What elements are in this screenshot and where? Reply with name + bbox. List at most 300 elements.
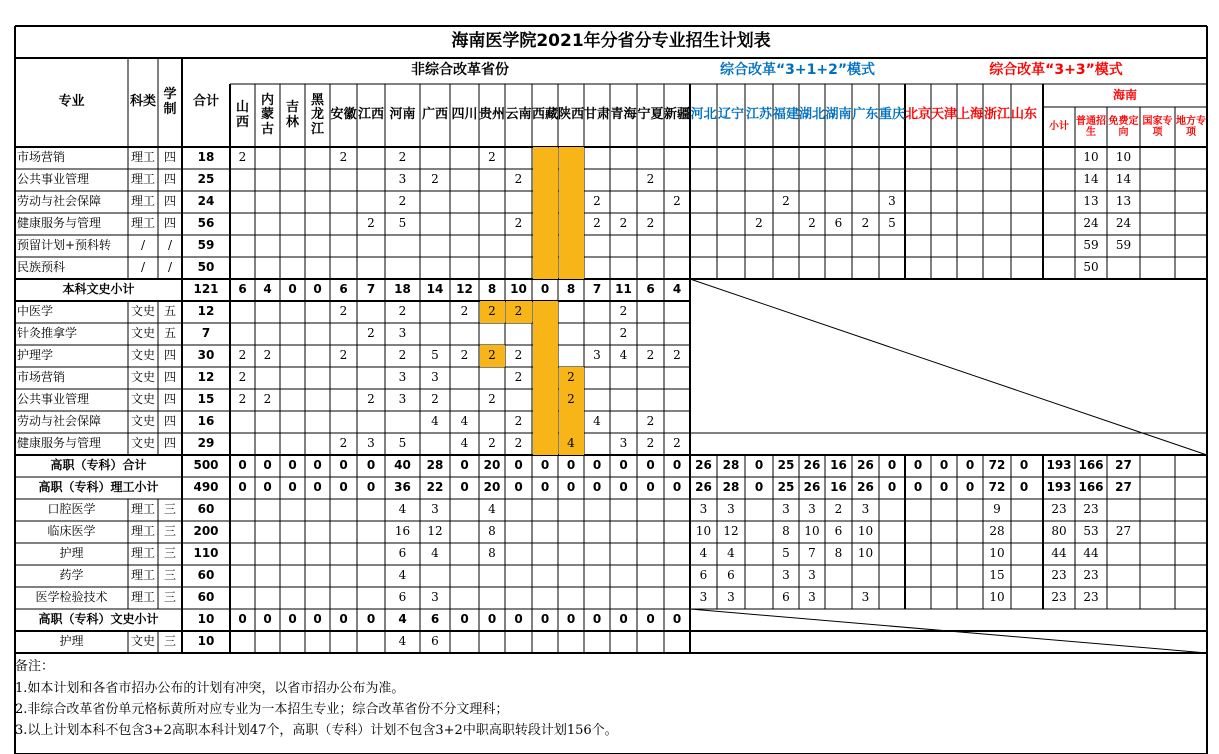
plan-count <box>825 565 852 587</box>
plan-count <box>637 235 664 257</box>
plan-count: 10 <box>1115 150 1132 165</box>
plan-count: 0 <box>672 458 682 473</box>
plan-count <box>610 565 637 587</box>
plan-count <box>420 257 450 279</box>
plan-count <box>983 169 1011 191</box>
plan-count: 3 <box>398 172 407 187</box>
plan-count: 20 <box>483 458 501 473</box>
plan-count: 3 <box>861 590 870 605</box>
duration-years: 五 <box>163 304 176 319</box>
plan-count <box>745 257 773 279</box>
plan-count <box>1175 191 1207 213</box>
plan-count: 4 <box>398 568 407 583</box>
plan-count <box>690 191 717 213</box>
plan-count <box>1107 543 1140 565</box>
plan-count: 0 <box>939 480 949 495</box>
plan-count <box>1011 147 1037 169</box>
plan-count <box>931 257 957 279</box>
plan-count <box>532 521 558 543</box>
plan-count: 2 <box>398 194 407 209</box>
plan-count <box>255 433 280 455</box>
plan-count <box>1175 543 1207 565</box>
plan-count: 2 <box>488 150 496 165</box>
plan-count <box>230 213 255 235</box>
plan-count: 26 <box>857 480 874 495</box>
plan-count <box>664 631 690 653</box>
plan-count <box>385 257 420 279</box>
plan-count <box>664 389 690 411</box>
plan-count <box>1011 169 1037 191</box>
header-province: 江苏 <box>745 107 772 123</box>
plan-count: 28 <box>426 458 444 473</box>
plan-count <box>1140 235 1175 257</box>
plan-count: 2 <box>431 172 439 187</box>
duration-years: 四 <box>163 172 176 187</box>
plan-count: 0 <box>754 480 764 495</box>
plan-count <box>957 235 983 257</box>
plan-count: 30 <box>197 348 215 363</box>
plan-count: 0 <box>288 458 297 473</box>
plan-count: 0 <box>313 480 322 495</box>
plan-count <box>610 411 637 433</box>
plan-count <box>230 323 255 345</box>
duration-years: 三 <box>163 590 176 605</box>
plan-count <box>1107 499 1140 521</box>
major-name: 公共事业管理 <box>17 172 90 187</box>
major-name: 口腔医学 <box>47 502 96 517</box>
plan-count <box>637 257 664 279</box>
plan-count: 0 <box>913 458 923 473</box>
plan-count <box>255 411 280 433</box>
plan-count <box>610 543 637 565</box>
plan-count <box>385 411 420 433</box>
plan-count: 2 <box>646 348 655 363</box>
plan-count: 25 <box>777 480 795 495</box>
plan-count <box>745 499 773 521</box>
plan-count: 0 <box>366 612 376 627</box>
plan-count: 26 <box>857 458 874 473</box>
plan-count: 22 <box>426 480 444 495</box>
plan-count <box>479 323 505 345</box>
plan-count: 2 <box>460 348 469 363</box>
plan-count <box>505 257 532 279</box>
plan-count: 15 <box>197 392 215 407</box>
plan-count: 3 <box>619 436 628 451</box>
plan-count: 24 <box>197 194 215 209</box>
plan-count <box>330 543 357 565</box>
header-total: 合计 <box>192 94 219 110</box>
plan-count <box>957 499 983 521</box>
plan-count: 3 <box>699 502 708 517</box>
plan-count: 2 <box>460 304 469 319</box>
duration-years: 三 <box>163 546 176 561</box>
plan-count: 2 <box>488 436 496 451</box>
plan-count <box>957 543 983 565</box>
plan-count <box>280 323 305 345</box>
plan-count: 0 <box>339 612 348 627</box>
plan-count: 3 <box>398 370 407 385</box>
plan-count: 13 <box>1115 194 1132 209</box>
plan-count: 4 <box>431 546 439 561</box>
plan-count: 10 <box>989 590 1005 605</box>
duration-years: 三 <box>163 568 176 583</box>
plan-count: 12 <box>197 370 215 385</box>
plan-count: 0 <box>313 282 322 297</box>
plan-count <box>931 587 957 609</box>
plan-count <box>637 147 664 169</box>
plan-count: 193 <box>1046 480 1072 495</box>
plan-count <box>664 367 690 389</box>
plan-count <box>505 147 532 169</box>
plan-count <box>931 169 957 191</box>
plan-count <box>799 235 825 257</box>
plan-count: 23 <box>1051 590 1067 605</box>
plan-count <box>305 213 330 235</box>
plan-count <box>1011 191 1037 213</box>
plan-count <box>773 213 799 235</box>
plan-count: 121 <box>193 282 219 297</box>
plan-count: 28 <box>722 480 740 495</box>
plan-count: 2 <box>263 392 272 407</box>
plan-count: 4 <box>460 414 469 429</box>
plan-count <box>879 235 905 257</box>
plan-count <box>558 323 584 345</box>
plan-count: 5 <box>782 546 790 561</box>
plan-count <box>479 565 505 587</box>
plan-count <box>280 587 305 609</box>
plan-count <box>584 521 610 543</box>
plan-count <box>255 631 280 653</box>
header-province: 云南 <box>505 107 532 123</box>
plan-count <box>450 213 479 235</box>
plan-count: 8 <box>488 546 496 561</box>
header-province: 贵州 <box>479 107 505 123</box>
plan-count: 10 <box>1083 150 1099 165</box>
plan-count <box>532 631 558 653</box>
plan-count: 0 <box>592 458 602 473</box>
header-province: 广东 <box>852 107 879 123</box>
plan-count <box>330 411 357 433</box>
plan-count: 10 <box>695 524 712 539</box>
note-1: 1.如本计划和各省市招办公布的计划有冲突，以省市招办公布为准。 <box>15 681 405 696</box>
plan-count: 10 <box>510 282 527 297</box>
plan-count <box>357 543 385 565</box>
plan-count: 7 <box>808 546 816 561</box>
header-province: 湖北 <box>799 107 825 123</box>
plan-count <box>255 543 280 565</box>
plan-count <box>637 565 664 587</box>
plan-count: 2 <box>646 216 655 231</box>
plan-count <box>637 543 664 565</box>
plan-count <box>610 235 637 257</box>
major-name: 市场营销 <box>17 370 66 385</box>
plan-count: 0 <box>646 612 655 627</box>
plan-count: 0 <box>288 282 297 297</box>
plan-count <box>532 191 558 213</box>
major-name: 健康服务与管理 <box>17 216 102 231</box>
plan-count: 2 <box>673 348 681 363</box>
plan-count <box>450 257 479 279</box>
plan-count: 20 <box>483 480 501 495</box>
plan-count: 53 <box>1083 524 1099 539</box>
plan-count <box>957 521 983 543</box>
plan-count <box>664 257 690 279</box>
plan-count <box>357 169 385 191</box>
plan-count: 0 <box>619 458 628 473</box>
subject-type: 理工 <box>130 216 155 231</box>
plan-count <box>1175 521 1207 543</box>
plan-count <box>852 565 879 587</box>
major-name: 公共事业管理 <box>17 392 90 407</box>
plan-count <box>230 411 255 433</box>
plan-count <box>905 257 931 279</box>
plan-count <box>558 345 584 367</box>
plan-count <box>905 147 931 169</box>
plan-count <box>558 213 584 235</box>
plan-count <box>305 565 330 587</box>
header-province: 新疆 <box>664 107 690 123</box>
plan-count: 26 <box>695 458 712 473</box>
plan-count: 2 <box>755 216 763 231</box>
plan-count: 0 <box>514 480 523 495</box>
plan-count: 0 <box>238 458 247 473</box>
header-province: 广西 <box>421 107 448 123</box>
plan-count: 2 <box>619 216 628 231</box>
plan-count <box>931 147 957 169</box>
plan-count: 110 <box>193 546 219 561</box>
subject-type: / <box>140 238 146 253</box>
plan-count <box>305 411 330 433</box>
plan-count <box>230 631 255 653</box>
plan-count <box>357 147 385 169</box>
plan-count <box>330 213 357 235</box>
plan-count <box>637 389 664 411</box>
plan-count: 4 <box>699 546 708 561</box>
plan-count <box>1140 169 1175 191</box>
plan-count: 18 <box>197 150 215 165</box>
plan-count: 2 <box>514 414 523 429</box>
plan-count: 4 <box>727 546 735 561</box>
plan-count <box>931 565 957 587</box>
plan-count <box>957 257 983 279</box>
plan-count <box>230 191 255 213</box>
plan-count <box>1011 543 1037 565</box>
plan-count <box>532 257 558 279</box>
plan-count: 3 <box>888 194 896 209</box>
plan-count <box>505 631 532 653</box>
plan-count <box>690 147 717 169</box>
plan-count <box>584 499 610 521</box>
plan-count <box>357 191 385 213</box>
plan-count <box>690 213 717 235</box>
plan-count <box>664 587 690 609</box>
subject-type: 理工 <box>130 502 155 517</box>
plan-count: 0 <box>619 480 628 495</box>
plan-count: 0 <box>460 458 469 473</box>
notes-heading: 备注： <box>15 659 55 674</box>
plan-count <box>1175 587 1207 609</box>
plan-count <box>905 235 931 257</box>
plan-count <box>532 169 558 191</box>
plan-count: 5 <box>398 216 407 231</box>
plan-count <box>584 257 610 279</box>
plan-count: 2 <box>398 150 407 165</box>
subject-type: 文史 <box>130 304 155 319</box>
plan-count <box>420 147 450 169</box>
plan-count: 2 <box>339 348 348 363</box>
plan-count <box>1140 587 1175 609</box>
plan-count <box>1175 213 1207 235</box>
plan-count <box>305 169 330 191</box>
plan-count: 59 <box>197 238 215 253</box>
plan-count: 4 <box>398 502 407 517</box>
plan-count: 12 <box>427 524 443 539</box>
plan-count <box>1011 235 1037 257</box>
plan-count <box>879 587 905 609</box>
plan-count <box>717 147 745 169</box>
major-name: 中医学 <box>17 304 54 319</box>
plan-count <box>1175 169 1207 191</box>
plan-count <box>610 257 637 279</box>
plan-count <box>1175 257 1207 279</box>
duration-years: 四 <box>163 392 176 407</box>
plan-count <box>357 565 385 587</box>
plan-count: 16 <box>830 458 847 473</box>
plan-count: 0 <box>313 612 322 627</box>
plan-count <box>532 565 558 587</box>
plan-count: 6 <box>431 634 439 649</box>
plan-count <box>610 631 637 653</box>
plan-count <box>931 499 957 521</box>
duration-years: / <box>167 238 173 253</box>
note-2: 2.非综合改革省份单元格标黄所对应专业为一本招生专业；综合改革省份不分文理科； <box>15 702 509 717</box>
plan-count <box>584 301 610 323</box>
plan-count: 0 <box>887 480 897 495</box>
plan-count <box>905 587 931 609</box>
header-province: 江西 <box>357 107 384 123</box>
plan-count: 0 <box>592 612 602 627</box>
plan-count <box>584 147 610 169</box>
header-province: 安徽 <box>330 107 357 123</box>
plan-count: 0 <box>238 480 247 495</box>
plan-count <box>717 169 745 191</box>
plan-count <box>1043 257 1075 279</box>
plan-count <box>532 587 558 609</box>
plan-count <box>280 147 305 169</box>
plan-count <box>637 631 664 653</box>
plan-count: 10 <box>857 524 874 539</box>
plan-count <box>690 235 717 257</box>
plan-count <box>505 499 532 521</box>
plan-count: 2 <box>673 436 681 451</box>
subject-type: 理工 <box>130 568 155 583</box>
plan-count <box>745 521 773 543</box>
plan-count <box>305 257 330 279</box>
plan-count <box>255 257 280 279</box>
plan-count <box>637 587 664 609</box>
header-hainan-sub: 免费定向 <box>1108 115 1139 138</box>
plan-count: 44 <box>1083 546 1099 561</box>
header-province: 河南 <box>389 107 416 123</box>
plan-count <box>773 257 799 279</box>
plan-count <box>505 191 532 213</box>
major-name: 药学 <box>59 568 84 583</box>
duration-years: 四 <box>163 194 176 209</box>
plan-count: 2 <box>431 392 439 407</box>
plan-count <box>255 521 280 543</box>
plan-count: 6 <box>646 282 655 297</box>
plan-count: 0 <box>646 480 655 495</box>
plan-count <box>983 213 1011 235</box>
plan-count <box>1140 147 1175 169</box>
plan-count: 3 <box>398 326 407 341</box>
plan-count <box>357 345 385 367</box>
plan-count <box>532 389 558 411</box>
plan-count <box>983 235 1011 257</box>
plan-count: 500 <box>193 458 219 473</box>
subject-type: 文史 <box>130 414 155 429</box>
plan-count: 3 <box>808 568 816 583</box>
plan-count <box>1140 477 1175 499</box>
plan-count <box>1140 191 1175 213</box>
plan-count: 2 <box>567 370 575 385</box>
header-province: 陕西 <box>558 107 584 123</box>
plan-count: 12 <box>456 282 473 297</box>
plan-count <box>230 301 255 323</box>
plan-count: 4 <box>460 436 469 451</box>
plan-count <box>957 213 983 235</box>
subject-type: 文史 <box>130 326 155 341</box>
plan-count <box>745 587 773 609</box>
plan-count: 3 <box>431 370 439 385</box>
plan-count <box>584 323 610 345</box>
major-name: 健康服务与管理 <box>17 436 102 451</box>
plan-count: 27 <box>1115 480 1132 495</box>
plan-count <box>931 191 957 213</box>
plan-count: 9 <box>993 502 1001 517</box>
plan-count: 2 <box>263 348 272 363</box>
plan-count <box>505 323 532 345</box>
plan-count: 7 <box>366 282 376 297</box>
plan-count <box>584 169 610 191</box>
plan-count: 0 <box>566 480 576 495</box>
plan-count <box>330 367 357 389</box>
plan-count: 6 <box>339 282 348 297</box>
plan-count <box>558 147 584 169</box>
plan-count <box>610 521 637 543</box>
plan-count <box>1011 587 1037 609</box>
major-name: 护理 <box>59 546 84 561</box>
plan-count: 0 <box>339 458 348 473</box>
plan-count <box>505 543 532 565</box>
plan-count <box>931 543 957 565</box>
plan-count: 2 <box>339 304 348 319</box>
header-group-3-1-2: 综合改革“3+1+2”模式 <box>719 62 876 79</box>
plan-count <box>357 411 385 433</box>
plan-count: 3 <box>782 568 790 583</box>
plan-count: 0 <box>514 612 523 627</box>
plan-count: 0 <box>460 612 469 627</box>
plan-count <box>1043 147 1075 169</box>
plan-count: 5 <box>431 348 439 363</box>
plan-count: 2 <box>567 392 575 407</box>
plan-count: 26 <box>803 480 821 495</box>
plan-count: 4 <box>619 348 628 363</box>
plan-count: 2 <box>593 216 601 231</box>
plan-count: 0 <box>540 480 550 495</box>
plan-count: 0 <box>646 458 655 473</box>
plan-count <box>558 235 584 257</box>
